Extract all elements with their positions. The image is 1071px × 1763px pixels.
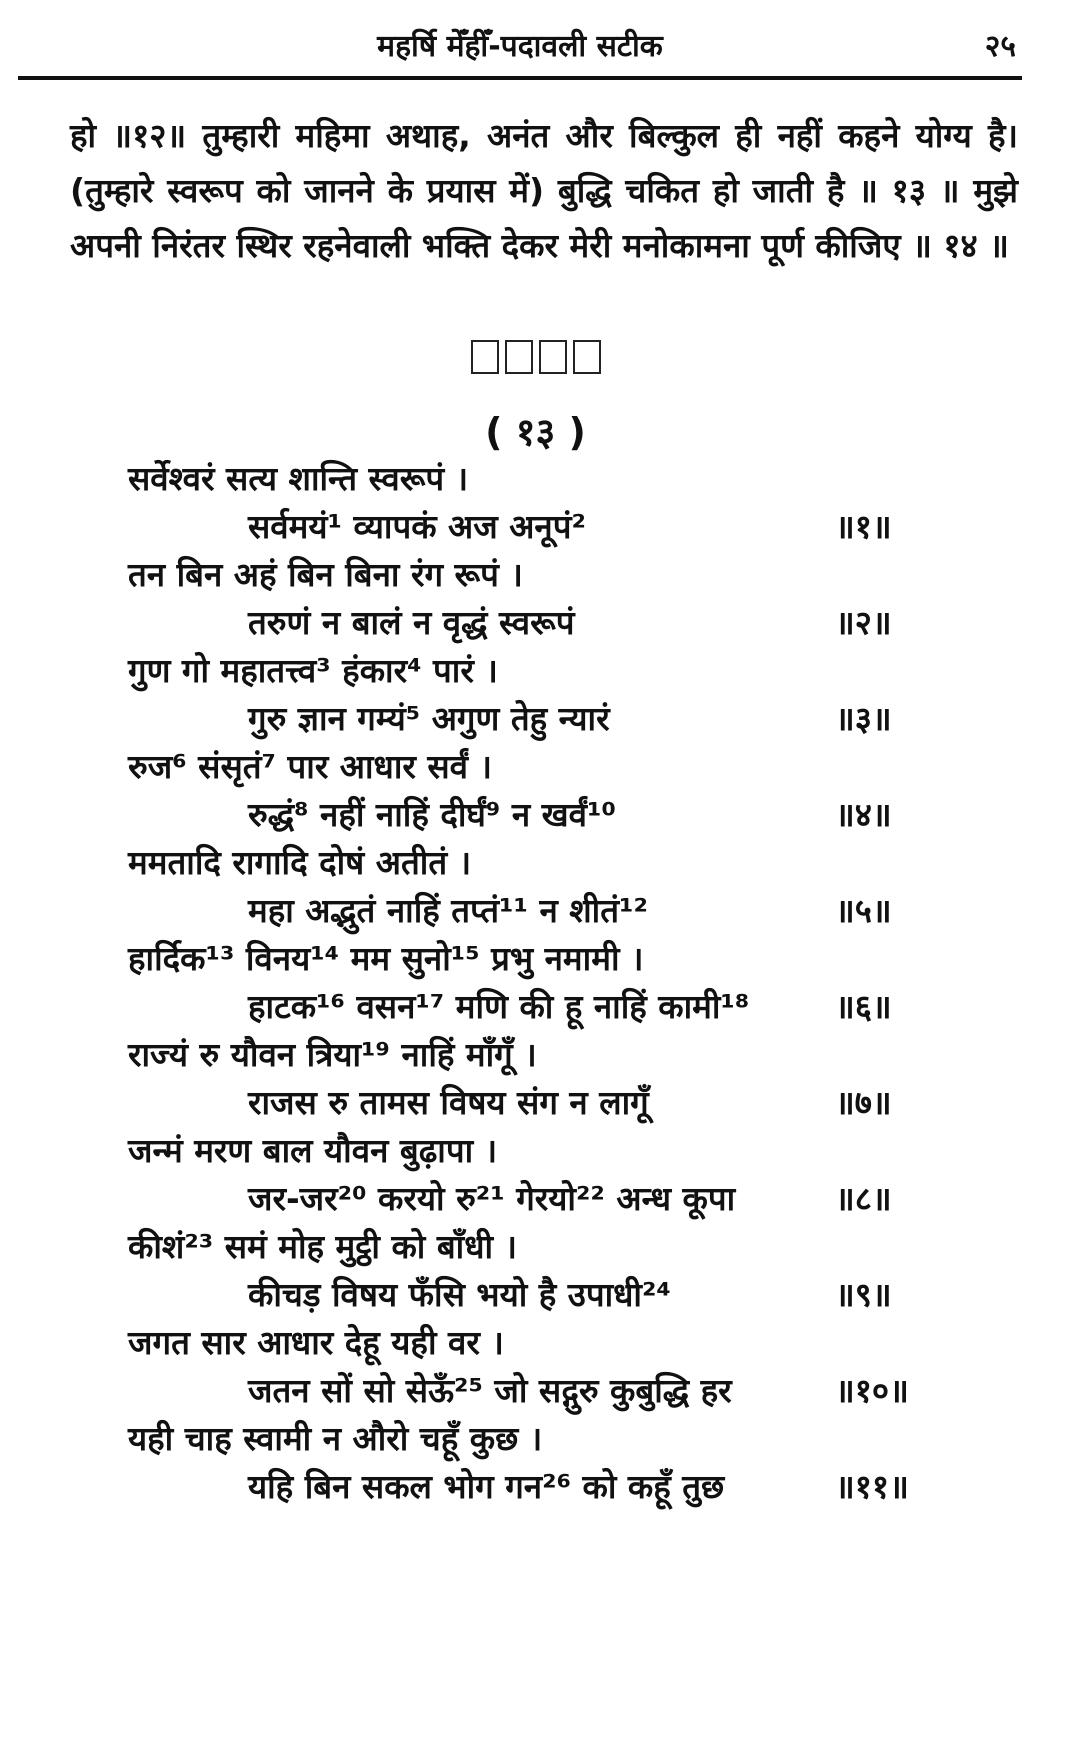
verse-number: ॥७॥ [835,1083,892,1122]
verse-number: ॥५॥ [835,891,892,930]
verse-number: ॥८॥ [835,1179,892,1218]
verse-number: ॥६॥ [835,987,892,1026]
verse-line: यही चाह स्वामी न औरो चहूँ कुछ । [128,1419,543,1458]
box-glyph [573,340,601,374]
verse-line: जगत सार आधार देहू यही वर । [128,1323,504,1362]
verse-line: ममतादि रागादि दोषं अतीतं । [128,843,472,882]
verse-number: ॥११॥ [835,1467,909,1506]
page-title: महर्षि मेँहीँ-पदावली सटीक [377,29,663,64]
box-glyph [471,340,499,374]
section-number: ( १३ ) [485,410,586,454]
prose-paragraph: हो ॥१२॥ तुम्हारी महिमा अथाह, अनंत और बिल्कुल ही नहीं कहने योग्य है। (तुम्हारे स्वरूप को जानने के प्रयास में) बुद्धि चकित हो जाती है ॥ १३ ॥ मुझे अपनी निरंतर स्थिर रहनेवाली भक्ति देकर मेरी मनोकामना पूर्ण कीजिए ॥ १४ ॥ [70,116,1018,265]
header-rule [18,76,1022,80]
verse-line: सर्वेश्वरं सत्य शान्ति स्वरूपं । [128,459,469,498]
verse-line: तन बिन अहं बिन बिना रंग रूपं । [128,555,523,594]
verse-line: जन्मं मरण बाल यौवन बुढ़ापा । [128,1131,498,1170]
verse-line: कीचड़ विषय फँसि भयो है उपाधी²⁴ [248,1275,671,1314]
verse-line: रुद्धं⁸ नहीं नाहिं दीर्घं⁹ न खर्वं¹⁰ [248,795,616,834]
box-glyph [505,340,533,374]
verse-number: ॥२॥ [835,603,892,642]
verse-number: ॥४॥ [835,795,892,834]
page-header [18,18,1022,76]
verse-line: हाटक¹⁶ वसन¹⁷ मणि की हू नाहिं कामी¹⁸ [248,987,750,1026]
verse-line: रुज⁶ संसृतं⁷ पार आधार सर्वं । [128,747,493,786]
page-number: २५ [984,29,1016,64]
verse-number: ॥१०॥ [835,1371,909,1410]
verse-line: राजस रु तामस विषय संग न लागूँ [248,1083,649,1122]
verse-line: गुण गो महातत्त्व³ हंकार⁴ पारं । [128,651,498,690]
verse-line: जतन सों सो सेऊँ²⁵ जो सद्गुरु कुबुद्धि हर [248,1371,732,1410]
verse-line: महा अद्भुतं नाहिं तप्तं¹¹ न शीतं¹² [248,891,648,930]
verse-number: ॥९॥ [835,1275,892,1314]
box-glyph [539,340,567,374]
verse-line: यहि बिन सकल भोग गन²⁶ को कहूँ तुछ [248,1467,725,1506]
verse-line: राज्यं रु यौवन त्रिया¹⁹ नाहिं माँगूँ । [128,1035,537,1074]
verse-number: ॥३॥ [835,699,892,738]
verse-line: सर्वमयं¹ व्यापकं अज अनूपं² [248,507,586,546]
verse-line: जर-जर²⁰ करयो रु²¹ गेरयो²² अन्ध कूपा [248,1179,736,1218]
decorative-boxes [0,340,1071,378]
verse-line: कीशं²³ समं मोह मुट्ठी को बाँधी । [128,1227,518,1266]
verse-line: गुरु ज्ञान गम्यं⁵ अगुण तेहु न्यारं [248,699,610,738]
verse-line: हार्दिक¹³ विनय¹⁴ मम सुनो¹⁵ प्रभु नमामी । [128,939,644,978]
verse-line: तरुणं न बालं न वृद्धं स्वरूपं [248,603,575,642]
verse-number: ॥१॥ [835,507,892,546]
